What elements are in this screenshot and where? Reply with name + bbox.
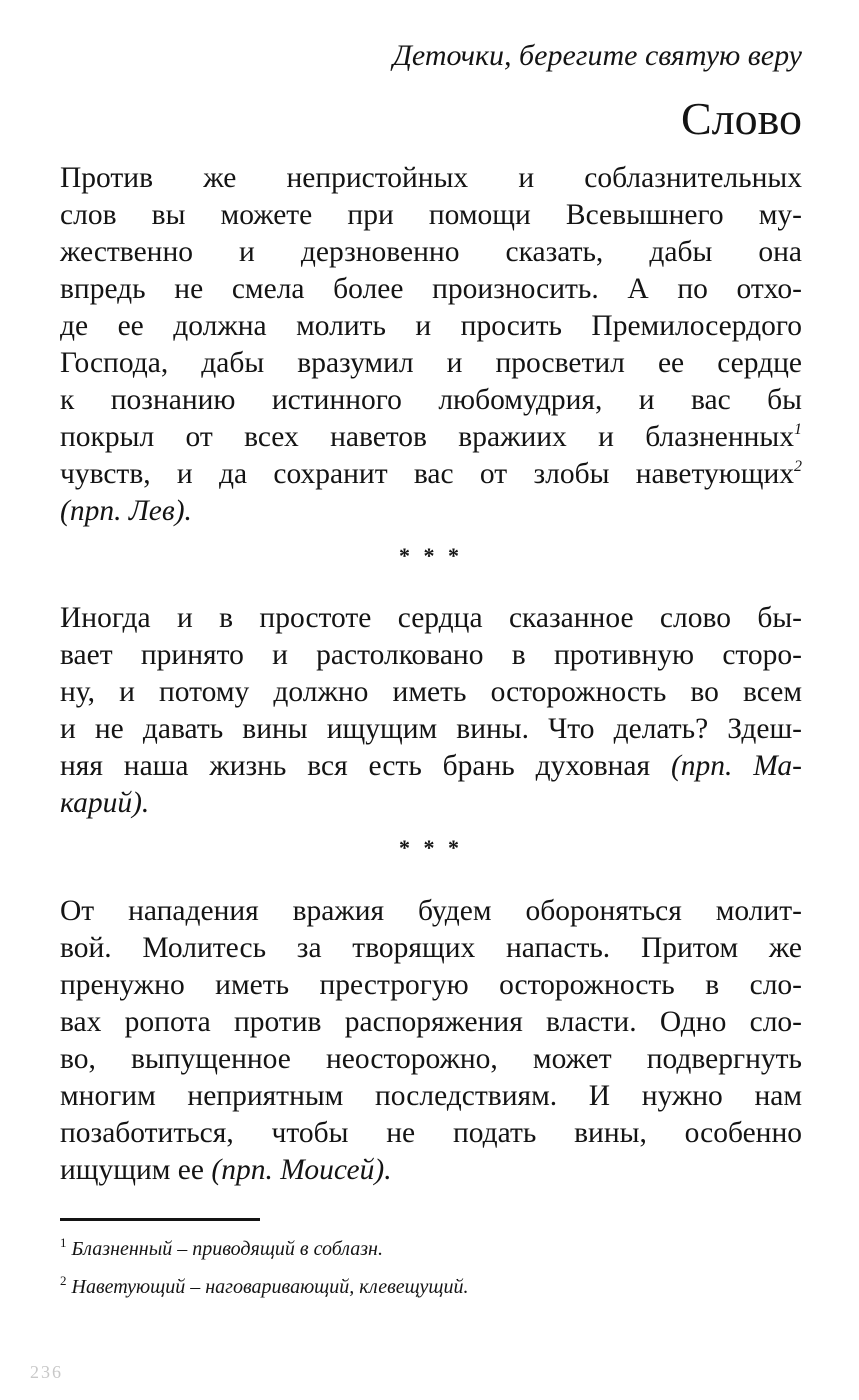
text-line: Против же непристойных и соблазнительных <box>60 162 802 194</box>
text-line: вой. Молитесь за творящих напасть. Притом же <box>60 932 802 964</box>
page-number: 236 <box>30 1362 63 1382</box>
text-line: Господа, дабы вразумил и просветил ее сердце <box>60 347 802 379</box>
running-header: Деточки, берегите святую веру <box>392 39 802 72</box>
line-text: покрыл от всех наветов вражиих и блазненных <box>60 421 794 453</box>
footnote-mark: 2 <box>60 1273 67 1288</box>
text-line: к познанию истинного любомудрия, и вас бы <box>60 384 802 416</box>
line-text: няя наша жизнь вся есть брань духовная <box>60 750 651 782</box>
footnote-1 <box>60 1236 802 1262</box>
text-line: во, выпущенное неосторожно, может подвергнуть <box>60 1043 802 1075</box>
section-separator: * * * <box>399 835 463 860</box>
footnote-divider <box>60 1218 260 1221</box>
text-line: слов вы можете при помощи Всевышнего му- <box>60 199 802 231</box>
paragraph-1 <box>60 160 802 530</box>
text-line: впредь не смела более произносить. А по отхо- <box>60 273 802 305</box>
footnote-mark: 2 <box>794 458 802 475</box>
paragraph-2 <box>60 600 802 822</box>
text-line: От нападения вражия будем обороняться молит- <box>60 895 802 927</box>
footnote-2 <box>60 1274 802 1300</box>
citation: (прп. Лев). <box>60 495 192 527</box>
section-title: Слово <box>680 93 802 144</box>
text-line: ну, и потому должно иметь осторожность во всем <box>60 676 802 708</box>
text-line: вах ропота против распоряжения власти. Одно сло- <box>60 1006 802 1038</box>
text-line-with-footnote <box>60 419 802 456</box>
text-line: Иногда и в простоте сердца сказанное слово бы- <box>60 602 802 634</box>
text-line: де ее должна молить и просить Премилосердого <box>60 310 802 342</box>
text-line: и не давать вины ищущим вины. Что делать? Здеш- <box>60 713 802 745</box>
footnote-text: Наветующий – наговаривающий, клевещущий. <box>71 1276 469 1298</box>
footnote-mark: 1 <box>794 421 802 438</box>
text-line: вает принято и растолковано в противную сторо- <box>60 639 802 671</box>
paragraph-3 <box>60 893 802 1189</box>
citation: карий). <box>60 787 150 819</box>
text-line: позаботиться, чтобы не подать вины, особенно <box>60 1117 802 1149</box>
text-line <box>60 493 802 530</box>
text-line <box>60 1152 802 1189</box>
text-line-with-footnote <box>60 456 802 493</box>
line-text: чувств, и да сохранит вас от злобы наветующих <box>60 458 794 490</box>
text-line: жественно и дерзновенно сказать, дабы она <box>60 236 802 268</box>
line-text: ищущим ее <box>60 1154 204 1186</box>
text-line <box>60 785 802 822</box>
text-line: пренужно иметь престрогую осторожность в сло- <box>60 969 802 1001</box>
citation: (прп. Ма- <box>670 750 802 782</box>
citation: (прп. Моисей). <box>211 1154 392 1186</box>
footnote-text: Блазненный – приводящий в соблазн. <box>71 1238 383 1260</box>
text-line <box>60 748 802 785</box>
text-line: многим неприятным последствиям. И нужно нам <box>60 1080 802 1112</box>
section-separator: * * * <box>399 543 463 568</box>
footnote-mark: 1 <box>60 1235 67 1250</box>
